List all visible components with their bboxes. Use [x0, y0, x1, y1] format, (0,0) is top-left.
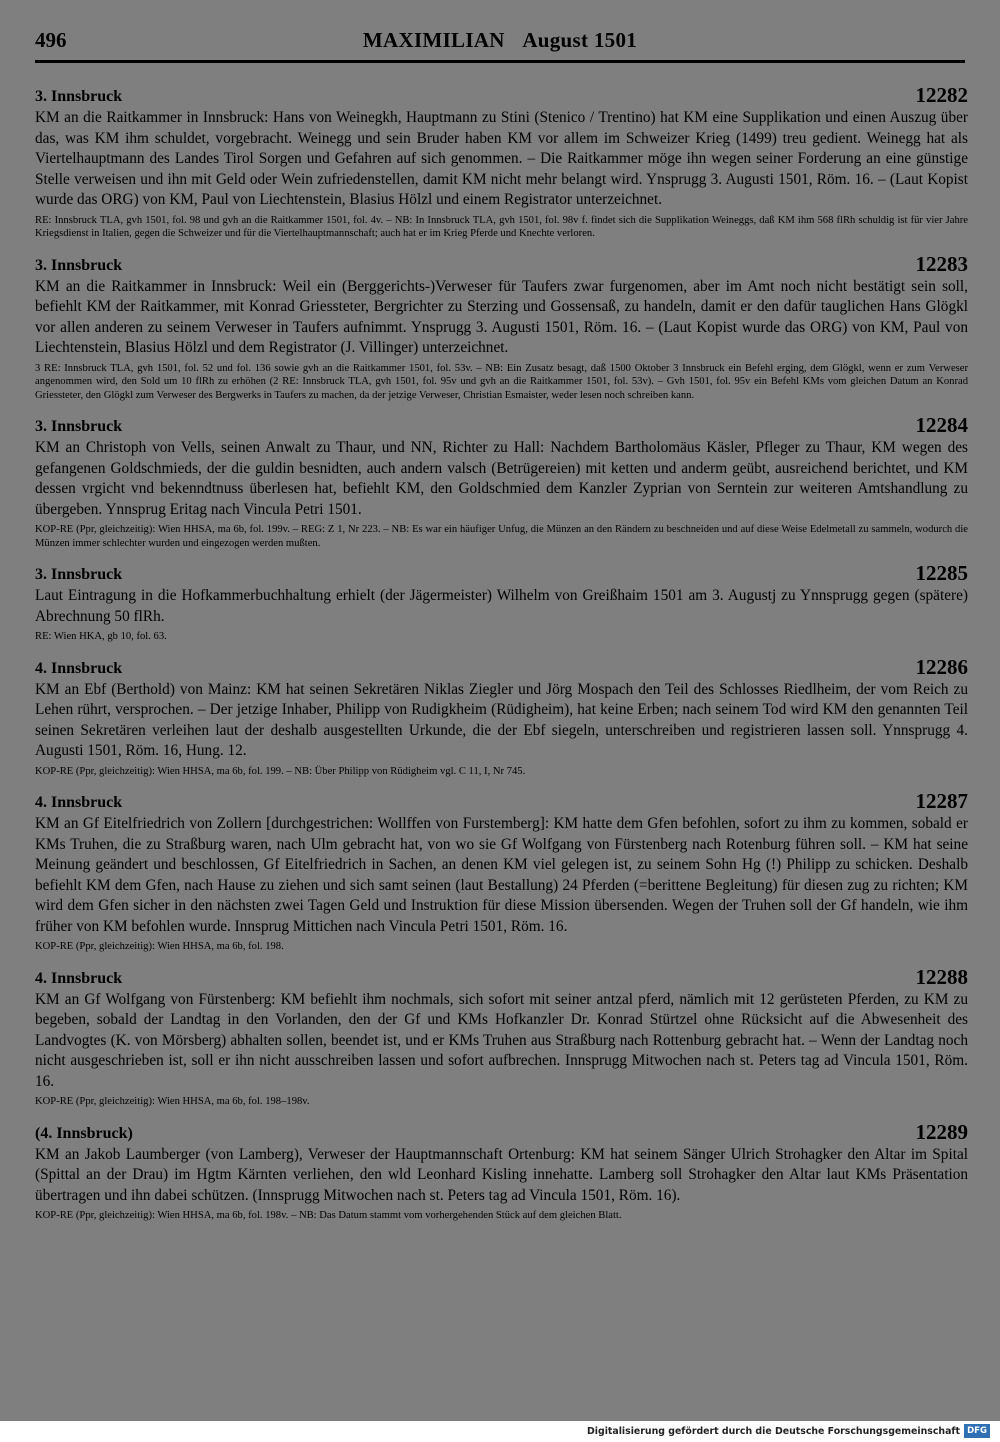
entry-number: 12282 — [915, 83, 968, 107]
entry-number: 12288 — [915, 964, 968, 989]
entry-source-note: KOP-RE (Ppr, gleichzeitig): Wien HHSA, ma 6b, fol. 198v. – NB: Das Datum stammt vom vorhergehenden Stück auf dem gleichen Blatt. — [35, 1210, 622, 1221]
entry-heading — [35, 790, 968, 814]
entry-source-note: KOP-RE (Ppr, gleichzeitig): Wien HHSA, ma 6b, fol. 198. — [35, 941, 284, 952]
entry-source-note: KOP-RE (Ppr, gleichzeitig): Wien HHSA, ma 6b, fol. 198–198v. — [35, 1096, 310, 1107]
page-header — [35, 28, 965, 62]
entry-date-place: (4. Innsbruck) — [35, 1124, 133, 1142]
regest-entry — [35, 656, 968, 779]
entry-date-place: 3. Innsbruck — [35, 418, 123, 435]
entry-source-note: KOP-RE (Ppr, gleichzeitig): Wien HHSA, ma 6b, fol. 199. – NB: Über Philipp von Rüdigheim vgl. C 11, I, Nr 745. — [35, 765, 526, 777]
regest-list — [35, 84, 968, 1235]
entry-date-place: 3. Innsbruck — [35, 566, 123, 583]
entry-text: KM an Gf Wolfgang von Fürstenberg: KM befiehlt ihm nochmals, sich sofort mit seiner antzal pferd, nämlich mit 12 gerüsteten Pferden, zu KM zu begeben, sobald der Landtag in den Vorlanden, den der Gf und KMs Hofkanzler Dr. Konrad Stürtzel ohne Rücksicht auf die Abwesenheit des Landvogtes (K. von Mörsberg) abhalten sollen, beendet ist, und er KMs Truhen aus Straßburg nach Rottenburg gebracht hat. – Wenn der Landtag noch nicht ausgeschrieben ist, soll er ihn nicht ausschreiben lassen und sofort aufbrechen. Innsprugg Mitwochen nach st. Peters tag ad Vincula 1501, Röm. 16. — [35, 990, 968, 1090]
entry-number: 12289 — [915, 1119, 968, 1144]
entry-text: KM an die Raitkammer in Innsbruck: Weil ein (Berggerichts-)Verweser für Taufers zwar furgenomen, aber im Amt noch nicht bestätigt sein soll, befiehlt KM der Raitkammer, mit Konrad Griessteter, Bergrichter zu Sterzing und Gossensaß, zu handeln, damit er den dafür tauglichen Hans Glögkl vor allen anderen zu seinem Verweser in Taufers aufnimmt. Ynsprugg 3. Augusti 1501, Röm. 16. – (Laut Kopist wurde das ORG) von KM, Paul von Liechtenstein, Blasius Hölzl und dem Registrator (J. Villinger) unterzeichnet. — [35, 277, 968, 356]
entry-source-note: RE: Innsbruck TLA, gvh 1501, fol. 98 und gvh an die Raitkammer 1501, fol. 4v. – NB: In Innsbruck TLA, gvh 1501, fol. 98v f. findet sich die Supplikation Weineggs, daß KM ihm 568 flRh schuldig ist für vier Jahre Kriegsdienst in Italien, gegen die Schweizer und für die Viertelhauptmannschaft; auch hat er im Krieg Pferde und Knechte verloren. — [35, 214, 968, 239]
entry-heading — [35, 966, 968, 990]
entry-text: KM an Jakob Laumberger (von Lamberg), Verweser der Hauptmannschaft Ortenburg: KM hat seinem Sänger Ulrich Strohagker den Altar im Spital (Spittal an der Drau) im Hgtm Kärnten verliehen, den wld Leonhard Kisling innehatte. Lamberg soll Strohagker den Altar laut KMs Präsentation übertragen und ihn dabei schützen. (Innsprugg Mitwochen nach st. Peters tag ad Vincula 1501, Röm. 16). — [35, 1145, 968, 1204]
regest-entry — [35, 253, 968, 403]
running-title-date: August 1501 — [522, 28, 638, 52]
entry-date-place: 4. Innsbruck — [35, 969, 123, 987]
entry-heading — [35, 253, 968, 277]
regest-entry — [35, 966, 968, 1109]
entry-heading — [35, 656, 968, 680]
entry-text: KM an Christoph von Vells, seinen Anwalt zu Thaur, und NN, Richter zu Hall: Nachdem Bartholomäus Käsler, Pfleger zu Thaur, KM wegen des gefangenen Goldschmieds, der die guldin besnidten, auch andern valsch (Betrügereien) mit ketten und anderm geübt, ausreichend berichtet, und KM dessen vrgicht vnd bekenndtnuss überlesen hat, befiehlt KM, den Goldschmied dem Kanzler Zyprian von Serntein zur weiteren Amtshandlung zu übergeben. Ynnsprug Eritag nach Vincula Petri 1501. — [35, 439, 968, 518]
entry-text: KM an Ebf (Berthold) von Mainz: KM hat seinen Sekretären Niklas Ziegler und Jörg Mospach den Teil des Schlosses Riedlheim, der vom Reich zu Lehen rührt, versprochen. – Der jetzige Inhaber, Philipp von Rudigkheim (Rüdigheim), hat keine Erben; nach seinem Tod wird KM den genannten Teil seinen Sekretären verleihen laut der deshalb ausgestellten Urkunde, die der Ebf siegeln, unterschreiben und registrieren lassen soll. Ynnsprugg 4. Augusti 1501, Röm. 16, Hung. 12. — [35, 680, 968, 759]
entry-number: 12286 — [915, 654, 968, 679]
running-title-name: MAXIMILIAN — [362, 28, 505, 52]
dfg-logo-icon: DFG — [964, 1424, 990, 1438]
entry-text: KM an die Raitkammer in Innsbruck: Hans von Weinegkh, Hauptmann zu Stini (Stenico / Trentino) hat KM eine Supplikation und einen Auszug über das, was KM ihm schuldet, vorgebracht. Weinegg und sein Bruder haben KM vor allem im Schweizer Krieg (1499) treu gedient. Weinegg hat als Viertelhauptmann des Landes Tirol Sorgen und Gefahren auf sich genommen. – Die Raitkammer möge ihn wegen seiner Forderung an eine günstige Stelle verweisen und ihn mit Geld oder Wein zufriedenstellen, damit KM nicht mehr belangt wird. Ynsprugg 3. Augusti 1501, Röm. 16. – (Laut Kopist wurde das ORG) von KM, Paul von Liechtenstein, Blasius Hölzl und einem Registrator unterzeichnet. — [35, 109, 968, 208]
entry-date-place: 3. Innsbruck — [35, 256, 123, 274]
running-title — [35, 28, 965, 53]
entry-heading — [35, 414, 968, 438]
page-number: 496 — [35, 28, 67, 52]
entry-text: Laut Eintragung in die Hofkammerbuchhaltung erhielt (der Jägermeister) Wilhelm von Greißhaim 1501 am 3. Augustj zu Ynnsprugg gegen (spätere) Abrechnung 50 flRh. — [35, 587, 968, 625]
regest-entry — [35, 414, 968, 550]
entry-source-note: RE: Wien HKA, gb 10, fol. 63. — [35, 631, 167, 642]
entry-number: 12284 — [915, 413, 968, 437]
entry-heading — [35, 562, 968, 586]
entry-number: 12285 — [915, 561, 968, 585]
page-footer — [0, 1421, 1000, 1442]
regest-entry — [35, 1121, 968, 1223]
entry-source-note: 3 RE: Innsbruck TLA, gvh 1501, fol. 52 und fol. 136 sowie gvh an die Raitkammer 1501, fol. 53v. – NB: Ein Zusatz besagt, daß 1500 Oktober 3 Innsbruck ein Befehl erging, dem Glögkl, wenn er zum Verweser angenommen wird, den Sold um 10 flRh zu erhöhen (2 RE: Innsbruck TLA, gvh 1501, fol. 95v und gvh an die Raitkammer 1501, fol. 53v). – Gvh 1501, fol. 95v ein Befehl KMs vom gleichen Datum an Konrad Griessteter, den Glögkl zum Verweser des Bergwerks in Taufers zu machen, da der jetzige Verweser, Christian Esmaister, weder lesen noch schreiben kann. — [35, 362, 968, 401]
entry-text: KM an Gf Eitelfriedrich von Zollern [durchgestrichen: Wollffen von Furstemberg]: KM hatte dem Gfen befohlen, sofort zu ihm zu kommen, sobald er KMs Truhen, die zu Straßburg waren, nach Ulm gebracht hat, von wo sie Gf Wolfgang von Fürstenberg nach Rotenburg führen soll. – KM hat seine Meinung geändert und beschlossen, Gf Eitelfriedrich in Sachen, an denen KM viel gelegen ist, zu seinem Sohn Hg (!) Philipp zu schicken. Deshalb befiehlt KM dem Gfen, nach Hause zu ziehen und sich samt seinen (laut Bestallung) 24 Pferden (=berittene Begleitung) für diesen zug zu richten; KM wird dem Gfen sicher in den nächsten zwei Tagen Geld und Instruktion für diese Mission übersenden. Wegen der Truhen soll der Gf handeln, wie ihm früher von KM befohlen wurde. Innsprug Mittichen nach Vincula Petri 1501, Röm. 16. — [35, 815, 968, 935]
entry-number: 12283 — [915, 251, 968, 276]
entry-date-place: 4. Innsbruck — [35, 659, 123, 677]
entry-heading — [35, 1121, 968, 1145]
regest-entry — [35, 790, 968, 954]
header-rule — [35, 60, 965, 63]
entry-date-place: 4. Innsbruck — [35, 794, 123, 811]
regest-entry — [35, 562, 968, 644]
entry-date-place: 3. Innsbruck — [35, 88, 123, 105]
entry-source-note: KOP-RE (Ppr, gleichzeitig): Wien HHSA, ma 6b, fol. 199v. – REG: Z 1, Nr 223. – NB: Es war ein häufiger Unfug, die Münzen an den Rändern zu beschneiden und auf diese Weise Edelmetall zu sammeln, wodurch die Münzen immer schlechter wurden und eingezogen werden mußten. — [35, 524, 968, 549]
regest-entry — [35, 84, 968, 241]
funding-credit: Digitalisierung gefördert durch die Deutsche Forschungsgemeinschaft — [586, 1426, 960, 1437]
entry-number: 12287 — [915, 789, 968, 813]
entry-heading — [35, 84, 968, 108]
